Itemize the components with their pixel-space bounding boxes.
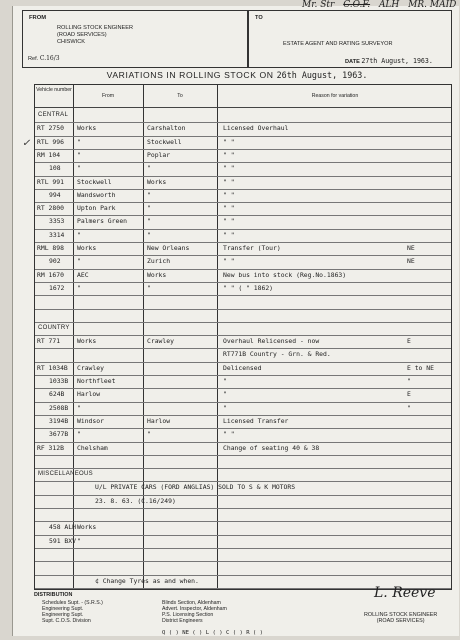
blank-row — [35, 295, 453, 308]
table-cell: 458 ALH — [49, 523, 76, 532]
table-cell: 3314 — [49, 230, 65, 239]
table-cell: Chelsham — [77, 443, 108, 452]
table-cell: Stockwell — [147, 137, 182, 146]
table-cell: " — [77, 430, 81, 439]
from-line-1: ROLLING STOCK ENGINEER — [57, 25, 134, 31]
table-cell: " — [77, 283, 81, 292]
ref-label: Ref. — [28, 56, 39, 62]
table-cell: Windsor — [77, 416, 104, 425]
table-cell: 108 — [49, 164, 61, 173]
table-cell: 3194B — [49, 416, 69, 425]
table-cell: NE — [407, 244, 415, 252]
table-row — [35, 428, 453, 441]
table-cell: " " — [223, 137, 235, 146]
note-row — [35, 481, 453, 494]
col-header-to: To — [177, 93, 183, 99]
from-line-3: CHISWICK — [57, 39, 85, 45]
table-cell: " — [77, 230, 81, 239]
table-cell: RT771B Country - Grn. & Red. — [223, 350, 331, 359]
distribution-footer — [34, 585, 452, 636]
table-cell: 994 — [49, 190, 61, 199]
table-cell: " " — [223, 204, 235, 213]
table-cell: " — [407, 403, 411, 412]
table-cell: Change of seating 40 & 38 — [223, 443, 320, 452]
table-row — [35, 229, 453, 242]
table-cell: E — [407, 337, 411, 346]
table-cell: " — [147, 190, 151, 199]
blank-row — [35, 561, 453, 574]
tick-mark: ✓ — [22, 138, 31, 149]
title-text: VARIATIONS IN ROLLING STOCK ON — [106, 70, 274, 80]
table-cell: Northfleet — [77, 377, 116, 385]
blank-row — [35, 455, 453, 468]
table-cell: " — [77, 536, 81, 545]
distribution-list — [42, 600, 103, 624]
table-row — [35, 402, 453, 415]
table-row — [35, 162, 453, 175]
note-row — [35, 495, 453, 508]
table-cell: 2508B — [49, 403, 69, 412]
table-row — [35, 375, 453, 388]
from-label: FROM — [29, 15, 47, 21]
table-row — [35, 362, 453, 375]
table-cell: Stockwell — [77, 177, 112, 186]
initial-2: C.O.F. — [343, 0, 371, 10]
table-cell: " — [77, 150, 81, 159]
table-row — [35, 215, 453, 228]
table-cell: Works — [147, 177, 167, 186]
table-cell: " — [223, 403, 227, 412]
table-cell: " " ( " 1862) — [223, 283, 274, 292]
table-cell: Licensed Transfer — [223, 416, 289, 425]
table-cell: Palmers Green — [77, 217, 128, 226]
copy-item: Advert. Inspector, Aldenham — [162, 606, 227, 612]
table-row — [35, 335, 453, 348]
table-cell: Works — [77, 523, 97, 532]
table-cell: NE — [407, 257, 415, 266]
table-cell: " — [77, 257, 81, 266]
section-heading: COUNTRY — [38, 324, 70, 331]
from-line-2: (ROAD SERVICES) — [57, 32, 107, 38]
table-cell: Works — [77, 244, 97, 252]
table-row — [35, 122, 453, 135]
document-title — [22, 70, 452, 80]
table-cell: E — [407, 390, 411, 399]
table-cell: " — [147, 230, 151, 239]
initial-1: Mr. Str — [302, 0, 335, 10]
table-cell: New Orleans — [147, 244, 190, 252]
table-cell: " — [77, 164, 81, 173]
table-cell: " — [147, 217, 151, 226]
table-cell: " " — [223, 230, 235, 239]
memo-date — [345, 58, 433, 66]
table-cell: RML 898 — [37, 244, 64, 252]
table-cell: " — [147, 204, 151, 213]
table-cell: 591 BXV — [49, 536, 76, 545]
to-box — [248, 10, 452, 68]
table-cell: " — [223, 377, 227, 385]
table-cell: Delicensed — [223, 363, 262, 372]
table-cell: Works — [77, 337, 97, 346]
initial-3: ALH — [378, 0, 400, 10]
table-cell: Overhaul Relicensed - now — [223, 337, 320, 346]
table-cell: AEC — [77, 270, 89, 279]
table-cell: RTL 991 — [37, 177, 64, 186]
table-row — [35, 242, 453, 255]
table-row — [35, 521, 453, 534]
table-cell: " — [77, 137, 81, 146]
table-cell: RM 104 — [37, 150, 61, 159]
col-header-reason: Reason for variation — [311, 93, 359, 99]
table-cell: " — [77, 403, 81, 412]
table-cell: 1033B — [49, 377, 69, 385]
table-cell: Zurich — [147, 257, 171, 266]
table-cell: Carshalton — [147, 124, 186, 133]
blank-row — [35, 548, 453, 561]
division-codes: Q ( ) NE ( ) L ( ) C ( ) R ( ) — [162, 630, 264, 636]
table-cell: RTL 996 — [37, 137, 64, 146]
table-cell: " — [147, 283, 151, 292]
table-row — [35, 189, 453, 202]
distribution-label: DISTRIBUTION — [34, 592, 73, 598]
reference — [28, 55, 60, 63]
table-cell: 624B — [49, 390, 65, 399]
copy-item: P.S. Licensing Section — [162, 612, 214, 618]
table-cell: Poplar — [147, 150, 171, 159]
table-cell: 3677B — [49, 430, 69, 439]
copy-list — [162, 600, 227, 624]
distribution-item: Schedules Supt. - (S.R.S.) — [42, 600, 103, 606]
table-cell: ¢ Change Tyres as and when. — [95, 576, 199, 585]
table-cell: E to NE — [407, 363, 434, 372]
table-row — [35, 176, 453, 189]
table-cell: " " — [223, 190, 235, 199]
table-cell: " " — [223, 217, 235, 226]
table-cell: Transfer (Tour) — [223, 244, 281, 252]
signoff-line: (ROAD SERVICES) — [376, 618, 425, 624]
col-header-from: From — [101, 93, 115, 99]
section-row — [35, 109, 453, 122]
date-label: DATE — [345, 59, 360, 65]
table-cell: RT 771 — [37, 337, 61, 346]
table-cell: " " — [223, 430, 235, 439]
table-row — [35, 282, 453, 295]
table-cell: RT 2750 — [37, 124, 64, 133]
section-heading: CENTRAL — [38, 112, 69, 118]
table-cell: " — [147, 430, 151, 439]
table-row — [35, 136, 453, 149]
section-row — [35, 468, 453, 481]
table-cell: " " — [223, 257, 235, 266]
table-cell: Works — [147, 270, 167, 279]
to-addressee: ESTATE AGENT AND RATING SURVEYOR — [283, 41, 393, 47]
table-row — [35, 348, 453, 361]
from-box — [22, 10, 248, 68]
table-row — [35, 535, 453, 548]
table-cell: " " — [223, 164, 235, 173]
blank-row — [35, 309, 453, 322]
table-cell: " — [223, 390, 227, 399]
signoff — [364, 612, 437, 624]
variations-table — [34, 84, 452, 590]
table-cell: 1672 — [49, 283, 65, 292]
table-cell: " " — [223, 150, 235, 159]
initial-4: MR. MAID — [408, 0, 457, 10]
table-cell: New bus into stock (Reg.No.1863) — [223, 270, 347, 279]
table-row — [35, 202, 453, 215]
table-cell: " — [147, 164, 151, 173]
section-heading: MISCELLANEOUS — [38, 471, 93, 478]
copy-item: District Engineers — [162, 618, 203, 624]
table-cell: Crawley — [77, 363, 104, 372]
distribution-item: Engineering Supt. — [42, 612, 84, 618]
table-cell: Wandsworth — [77, 190, 116, 199]
table-cell: RF 312B — [37, 443, 64, 452]
distribution-item: Engineering Supt. — [42, 606, 84, 612]
table-cell: Licensed Overhaul — [223, 124, 289, 133]
table-cell: Upton Park — [77, 204, 116, 213]
table-row — [35, 415, 453, 428]
ref-value: C.16/3 — [39, 55, 60, 62]
signoff-line: ROLLING STOCK ENGINEER — [364, 612, 438, 618]
table-row — [35, 388, 453, 401]
table-cell: Harlow — [147, 416, 171, 425]
table-cell: RT 2800 — [37, 204, 64, 213]
table-cell: RT 1034B — [37, 363, 68, 372]
title-date: 26th August, 1963. — [276, 70, 368, 80]
header-divider — [35, 107, 451, 108]
table-cell: Works — [77, 124, 97, 133]
table-cell: RM 1670 — [37, 270, 64, 279]
table-row — [35, 269, 453, 282]
table-row — [35, 442, 453, 455]
table-cell: Crawley — [147, 337, 174, 346]
table-cell: " " — [223, 177, 235, 186]
table-cell: Harlow — [77, 390, 101, 399]
blank-row — [35, 508, 453, 521]
table-cell: " — [407, 377, 411, 385]
to-label: TO — [255, 15, 263, 21]
table-row — [35, 255, 453, 268]
table-cell: 23. 8. 63. (C.16/249) — [95, 496, 176, 505]
table-row — [35, 149, 453, 162]
table-cell: 3353 — [49, 217, 65, 226]
date-value: 27th August, 1963. — [361, 57, 433, 65]
section-row — [35, 322, 453, 335]
signature: L. Reeve — [374, 585, 436, 601]
col-header-vehicle: Vehicle number — [36, 87, 72, 93]
table-cell: 902 — [49, 257, 61, 266]
distribution-item: Supt. C.O.S. Division — [42, 618, 91, 624]
copy-item: Blinds Section, Aldenham — [162, 600, 221, 606]
table-cell: U/L PRIVATE CARS (FORD ANGLIAS) SOLD TO S & K MOTORS — [95, 483, 296, 492]
